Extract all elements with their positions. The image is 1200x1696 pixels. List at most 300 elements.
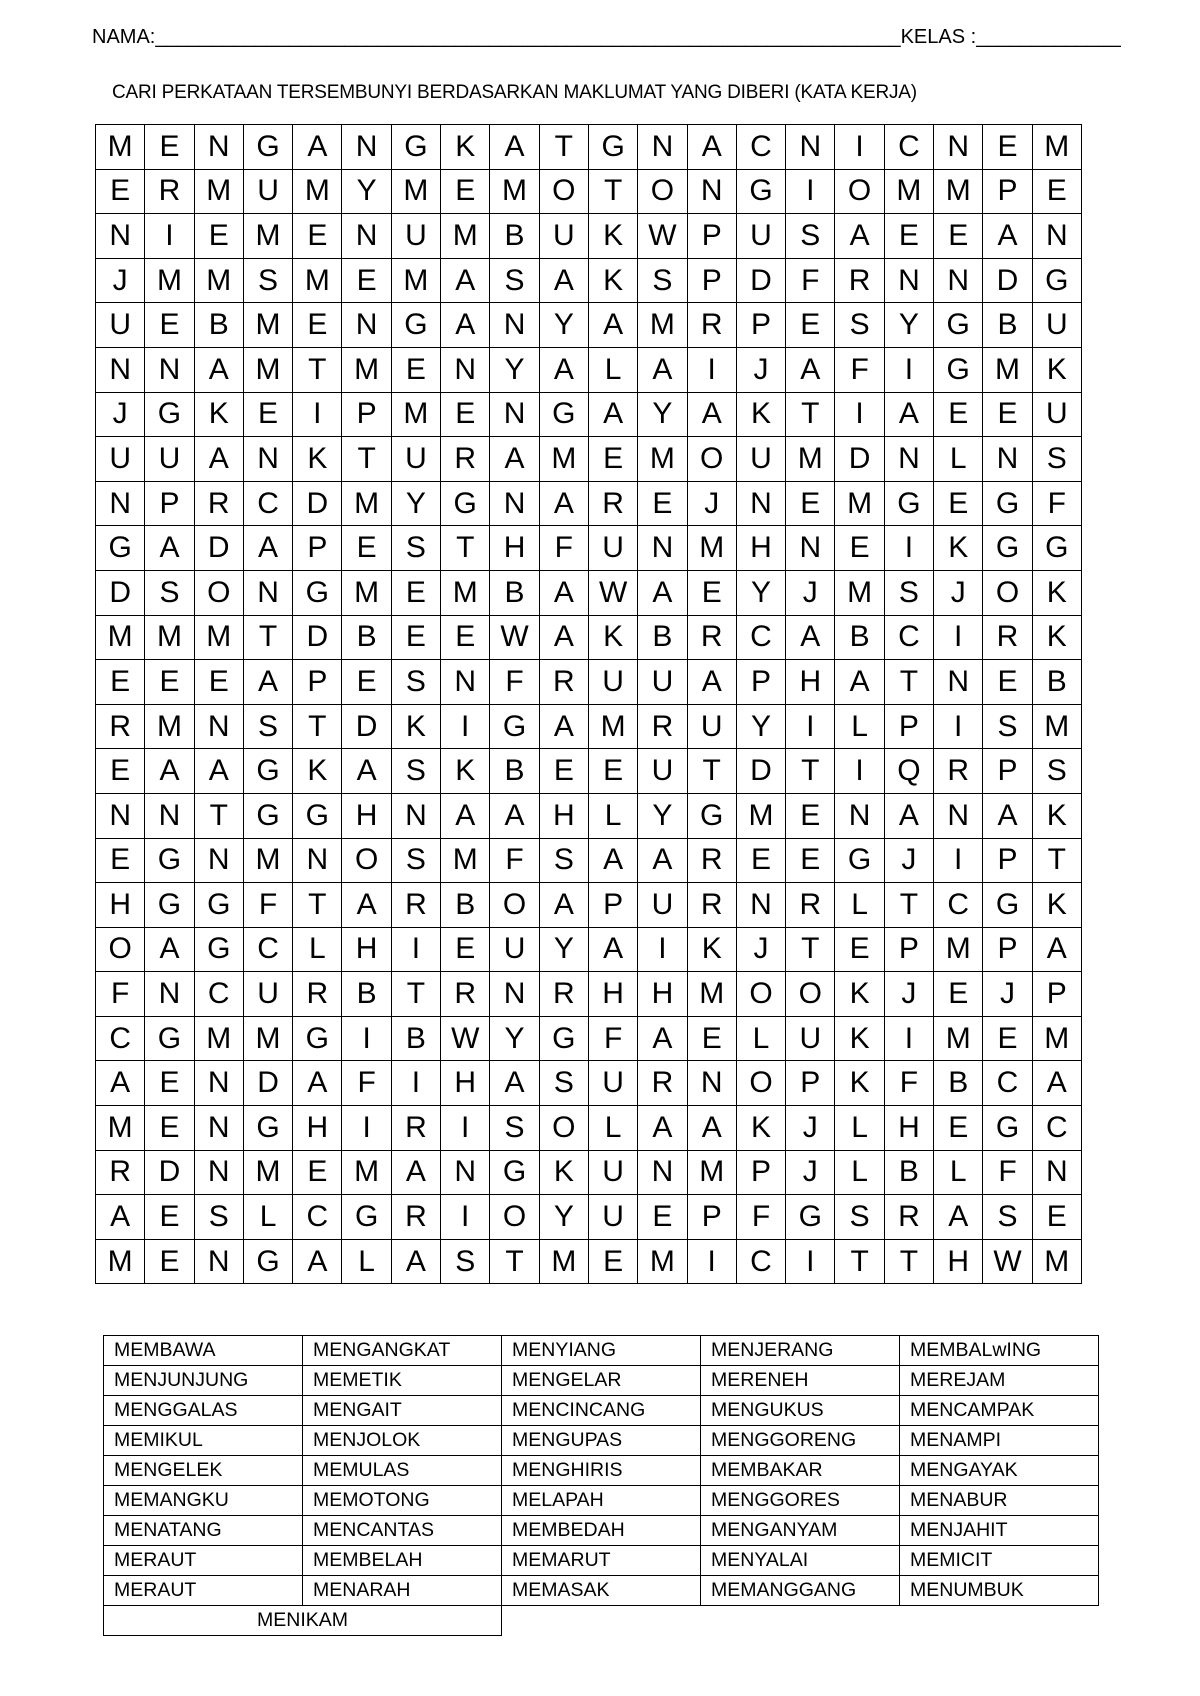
empty-cell [701,1606,900,1636]
grid-cell: C [96,1016,145,1061]
grid-cell: B [983,303,1032,348]
grid-cell: N [96,214,145,259]
grid-cell: L [588,793,637,838]
grid-cell: K [1032,570,1081,615]
grid-cell: I [391,1061,440,1106]
grid-cell: N [194,1106,243,1151]
grid-row [96,972,1082,1017]
grid-cell: A [194,347,243,392]
grid-cell: M [1032,704,1081,749]
word-list-item: MENGELAR [502,1366,701,1396]
grid-cell: N [194,1061,243,1106]
grid-cell: T [342,437,391,482]
grid-row [96,927,1082,972]
grid-cell: M [243,303,292,348]
grid-cell: O [983,570,1032,615]
grid-cell: B [835,615,884,660]
grid-cell: M [638,1239,687,1284]
grid-cell: A [490,1061,539,1106]
grid-cell: A [539,883,588,928]
grid-cell: M [96,125,145,170]
grid-cell: K [835,1016,884,1061]
grid-cell: M [96,615,145,660]
grid-cell: B [638,615,687,660]
grid-cell: G [835,838,884,883]
grid-cell: E [96,660,145,705]
grid-cell: R [539,972,588,1017]
grid-cell: N [145,347,194,392]
grid-cell: M [835,570,884,615]
grid-cell: E [145,303,194,348]
grid-cell: U [588,526,637,571]
grid-cell: A [835,660,884,705]
grid-cell: A [391,1239,440,1284]
grid-cell: A [194,749,243,794]
grid-cell: M [884,169,933,214]
grid-cell: E [194,214,243,259]
grid-row [96,660,1082,705]
grid-cell: S [490,1106,539,1151]
grid-cell: A [687,1106,736,1151]
grid-cell: U [588,1061,637,1106]
grid-cell: P [342,392,391,437]
grid-cell: A [243,660,292,705]
grid-cell: M [145,615,194,660]
grid-cell: A [96,1195,145,1240]
grid-cell: K [539,1150,588,1195]
grid-cell: P [293,526,342,571]
grid-cell: Y [539,927,588,972]
grid-cell: S [983,704,1032,749]
grid-cell: A [539,258,588,303]
grid-cell: E [687,570,736,615]
grid-cell: I [934,615,983,660]
grid-cell: P [983,838,1032,883]
grid-cell: O [342,838,391,883]
grid-cell: N [835,793,884,838]
word-list-item: MEMICIT [900,1546,1099,1576]
grid-cell: G [194,927,243,972]
grid-cell: T [293,347,342,392]
grid-cell: T [835,1239,884,1284]
grid-cell: J [96,392,145,437]
grid-cell: M [441,570,490,615]
grid-cell: M [539,437,588,482]
grid-cell: U [638,883,687,928]
grid-cell: N [1032,1150,1081,1195]
grid-cell: K [934,526,983,571]
grid-cell: I [835,125,884,170]
grid-cell: L [736,1016,785,1061]
grid-cell: H [736,526,785,571]
word-list-item: MENGUKUS [701,1396,900,1426]
grid-cell: I [786,169,835,214]
grid-cell: G [243,125,292,170]
grid-cell: N [243,570,292,615]
grid-cell: R [441,972,490,1017]
grid-cell: N [1032,214,1081,259]
grid-cell: S [391,526,440,571]
word-list-row [104,1456,1099,1486]
grid-cell: B [490,749,539,794]
grid-cell: R [835,258,884,303]
grid-cell: I [441,1106,490,1151]
grid-cell: G [243,793,292,838]
grid-row [96,437,1082,482]
grid-cell: R [293,972,342,1017]
grid-cell: G [96,526,145,571]
grid-cell: B [884,1150,933,1195]
grid-cell: E [391,615,440,660]
grid-cell: E [539,749,588,794]
grid-cell: R [588,481,637,526]
grid-cell: A [490,793,539,838]
grid-cell: C [884,615,933,660]
grid-cell: L [934,1150,983,1195]
grid-cell: S [194,1195,243,1240]
grid-cell: E [588,437,637,482]
grid-row [96,214,1082,259]
grid-cell: M [342,1150,391,1195]
word-list-row [104,1396,1099,1426]
grid-cell: E [1032,169,1081,214]
grid-cell: G [243,1239,292,1284]
word-list-item: MENIKAM [104,1606,502,1636]
grid-cell: R [983,615,1032,660]
grid-cell: A [539,704,588,749]
grid-cell: Y [539,1195,588,1240]
grid-cell: N [194,125,243,170]
grid-cell: P [736,660,785,705]
grid-cell: G [983,883,1032,928]
grid-cell: A [687,125,736,170]
grid-cell: M [588,704,637,749]
grid-row [96,526,1082,571]
grid-cell: E [145,660,194,705]
word-list-item: MENGHIRIS [502,1456,701,1486]
grid-cell: E [342,660,391,705]
grid-cell: A [638,1016,687,1061]
grid-cell: G [490,704,539,749]
grid-cell: A [539,481,588,526]
grid-cell: N [194,838,243,883]
grid-cell: K [1032,793,1081,838]
grid-cell: S [243,258,292,303]
grid-cell: S [490,258,539,303]
word-list-item: MENYALAI [701,1546,900,1576]
grid-cell: I [293,392,342,437]
grid-cell: B [1032,660,1081,705]
grid-cell: S [145,570,194,615]
grid-cell: N [490,481,539,526]
grid-cell: M [342,570,391,615]
word-list-item: MENJUNJUNG [104,1366,303,1396]
nama-blank-line: ___________________________________________________________________ [155,26,901,48]
grid-cell: A [588,927,637,972]
grid-row [96,570,1082,615]
grid-cell: A [1032,927,1081,972]
word-list-table [103,1335,1099,1636]
grid-cell: W [490,615,539,660]
grid-cell: T [391,972,440,1017]
grid-cell: K [441,749,490,794]
grid-cell: N [786,526,835,571]
grid-cell: S [539,1061,588,1106]
grid-cell: I [342,1106,391,1151]
grid-cell: E [983,1016,1032,1061]
grid-cell: K [1032,883,1081,928]
grid-cell: M [441,214,490,259]
grid-cell: K [588,615,637,660]
grid-cell: I [145,214,194,259]
grid-cell: G [1032,258,1081,303]
grid-cell: I [687,1239,736,1284]
word-list-item: MENYIANG [502,1336,701,1366]
grid-cell: B [934,1061,983,1106]
grid-cell: E [293,1150,342,1195]
grid-cell: F [983,1150,1032,1195]
grid-cell: E [441,615,490,660]
grid-cell: P [736,1150,785,1195]
grid-cell: E [391,347,440,392]
grid-cell: R [687,615,736,660]
nama-label: NAMA: [92,26,156,48]
word-list-row [104,1426,1099,1456]
grid-cell: J [687,481,736,526]
grid-cell: A [588,838,637,883]
grid-cell: R [884,1195,933,1240]
grid-cell: C [736,125,785,170]
word-list-item: MEMOTONG [303,1486,502,1516]
word-list-item: MENGELEK [104,1456,303,1486]
grid-cell: M [194,615,243,660]
grid-cell: A [638,347,687,392]
grid-cell: E [983,660,1032,705]
grid-cell: Y [638,793,687,838]
grid-cell: Y [638,392,687,437]
grid-cell: M [1032,1016,1081,1061]
grid-cell: M [391,258,440,303]
grid-cell: P [983,927,1032,972]
word-list-item: MENARAH [303,1576,502,1606]
grid-cell: T [786,927,835,972]
grid-cell: S [835,303,884,348]
empty-cell [502,1606,701,1636]
grid-cell: K [293,749,342,794]
grid-cell: E [588,1239,637,1284]
grid-cell: A [638,1106,687,1151]
grid-row [96,169,1082,214]
grid-cell: R [391,883,440,928]
grid-cell: K [835,1061,884,1106]
empty-cell [900,1606,1099,1636]
grid-cell: G [293,570,342,615]
word-list-item: MEMBEDAH [502,1516,701,1546]
grid-cell: F [736,1195,785,1240]
grid-cell: G [243,1106,292,1151]
grid-cell: U [243,169,292,214]
grid-cell: K [194,392,243,437]
grid-cell: N [934,793,983,838]
grid-cell: R [391,1106,440,1151]
grid-cell: M [194,258,243,303]
grid-cell: A [490,125,539,170]
grid-cell: H [293,1106,342,1151]
grid-cell: O [638,169,687,214]
word-list-item: MEMBAWA [104,1336,303,1366]
grid-cell: T [786,749,835,794]
grid-cell: I [342,1016,391,1061]
grid-cell: G [934,303,983,348]
grid-cell: M [293,169,342,214]
word-list-item: MEREJAM [900,1366,1099,1396]
grid-cell: A [293,1061,342,1106]
grid-cell: C [884,125,933,170]
grid-row [96,258,1082,303]
grid-cell: A [638,570,687,615]
grid-cell: P [983,749,1032,794]
grid-cell: N [194,1150,243,1195]
grid-cell: M [243,1016,292,1061]
grid-cell: G [145,838,194,883]
grid-cell: F [243,883,292,928]
grid-cell: A [243,526,292,571]
grid-cell: M [243,214,292,259]
grid-cell: B [194,303,243,348]
grid-cell: N [934,258,983,303]
grid-cell: M [934,1016,983,1061]
grid-row [96,615,1082,660]
grid-cell: H [638,972,687,1017]
grid-cell: O [96,927,145,972]
grid-cell: E [835,927,884,972]
grid-cell: A [934,1195,983,1240]
grid-cell: S [441,1239,490,1284]
word-list-item: MENGGORES [701,1486,900,1516]
grid-cell: F [490,838,539,883]
grid-cell: G [391,303,440,348]
grid-cell: I [441,1195,490,1240]
grid-cell: H [490,526,539,571]
grid-cell: G [539,1016,588,1061]
grid-cell: M [835,481,884,526]
word-list-item: MEMANGGANG [701,1576,900,1606]
grid-cell: F [539,526,588,571]
grid-cell: S [983,1195,1032,1240]
grid-cell: U [687,704,736,749]
word-list-item: MENJAHIT [900,1516,1099,1546]
grid-cell: E [884,214,933,259]
grid-cell: A [786,615,835,660]
grid-row [96,303,1082,348]
grid-cell: N [638,1150,687,1195]
grid-cell: Y [391,481,440,526]
grid-row [96,1150,1082,1195]
grid-cell: A [539,615,588,660]
word-list-item: MENJOLOK [303,1426,502,1456]
grid-cell: W [588,570,637,615]
grid-cell: I [835,749,884,794]
word-list-item: MENCAMPAK [900,1396,1099,1426]
grid-cell: M [539,1239,588,1284]
grid-cell: N [96,481,145,526]
grid-cell: E [934,481,983,526]
grid-cell: J [786,570,835,615]
grid-cell: P [786,1061,835,1106]
grid-cell: Y [490,347,539,392]
grid-cell: E [145,1061,194,1106]
grid-cell: N [441,347,490,392]
grid-cell: S [243,704,292,749]
grid-cell: G [983,526,1032,571]
grid-cell: A [539,570,588,615]
grid-cell: O [490,1195,539,1240]
grid-cell: U [638,660,687,705]
grid-cell: M [391,392,440,437]
grid-cell: P [293,660,342,705]
grid-cell: N [96,347,145,392]
grid-cell: S [638,258,687,303]
grid-cell: A [983,214,1032,259]
grid-cell: O [687,437,736,482]
word-list-item: MENGAIT [303,1396,502,1426]
grid-cell: S [391,660,440,705]
grid-cell: E [194,660,243,705]
grid-cell: M [638,437,687,482]
grid-row [96,392,1082,437]
grid-cell: U [391,214,440,259]
grid-cell: E [1032,1195,1081,1240]
grid-cell: N [490,303,539,348]
grid-cell: G [441,481,490,526]
grid-cell: E [145,1106,194,1151]
grid-cell: U [145,437,194,482]
grid-cell: Y [884,303,933,348]
grid-cell: D [736,258,785,303]
grid-cell: R [96,1150,145,1195]
grid-cell: J [736,347,785,392]
grid-cell: J [736,927,785,972]
grid-cell: P [687,214,736,259]
grid-cell: T [1032,838,1081,883]
grid-cell: A [293,1239,342,1284]
grid-cell: N [934,125,983,170]
grid-cell: D [293,615,342,660]
grid-cell: N [884,258,933,303]
grid-cell: O [835,169,884,214]
grid-cell: E [441,392,490,437]
grid-cell: A [441,303,490,348]
grid-cell: E [687,1016,736,1061]
word-list-item: MEMBELAH [303,1546,502,1576]
grid-cell: M [687,972,736,1017]
grid-cell: A [884,793,933,838]
grid-cell: G [293,793,342,838]
grid-row [96,704,1082,749]
grid-cell: D [96,570,145,615]
grid-cell: N [934,660,983,705]
grid-cell: U [1032,392,1081,437]
grid-row [96,883,1082,928]
grid-cell: G [490,1150,539,1195]
grid-cell: N [391,793,440,838]
grid-cell: H [786,660,835,705]
grid-cell: C [983,1061,1032,1106]
grid-cell: E [934,972,983,1017]
grid-cell: U [539,214,588,259]
grid-cell: N [145,972,194,1017]
grid-cell: J [786,1150,835,1195]
